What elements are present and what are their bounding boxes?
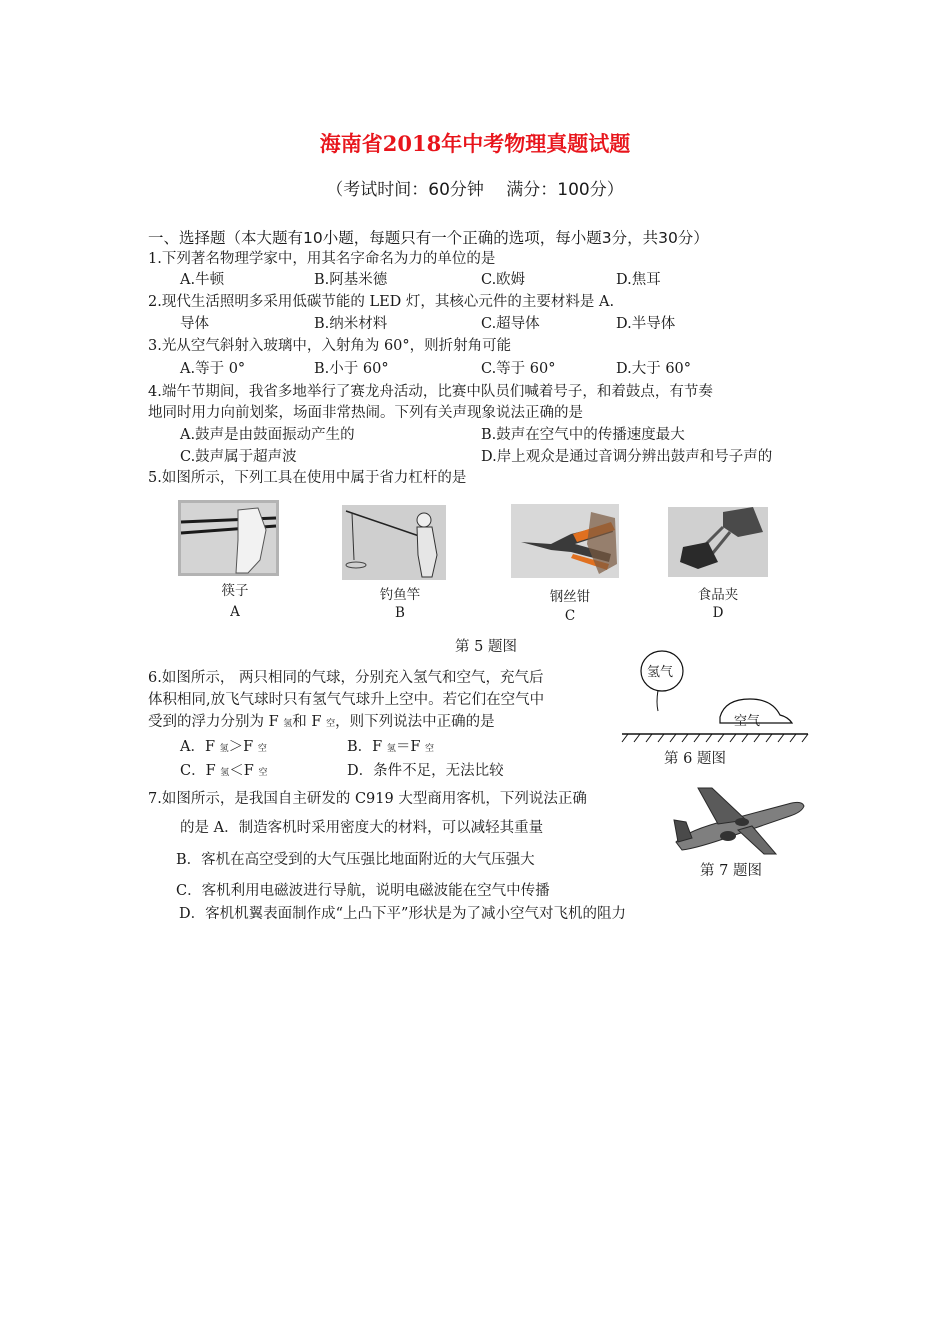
q4-stem-line1: 4.端午节期间，我省多地举行了赛龙舟活动，比赛中队员们喊着号子，和着鼓点，有节奏 bbox=[148, 384, 713, 400]
hydrogen-balloon-label: 氢气 bbox=[647, 665, 674, 680]
exam-info: （考试时间：60分钟 满分：100分） bbox=[326, 180, 624, 200]
q6-stem-line3 bbox=[148, 710, 495, 731]
q5-item-d-name: 食品夹 bbox=[697, 587, 739, 603]
q7-stem: 7.如图所示，是我国自主研发的 C919 大型商用客机，下列说法正确 bbox=[148, 791, 587, 807]
fishing-rod-image bbox=[342, 505, 446, 580]
q5-item-c-letter: C bbox=[564, 608, 576, 624]
q5-item-c-name: 钢丝钳 bbox=[549, 589, 591, 605]
q1-option-a: A.牛顿 bbox=[180, 272, 225, 288]
q5-item-a-name: 筷子 bbox=[221, 583, 249, 599]
q3-stem: 3.光从空气斜射入玻璃中，入射角为 60°，则折射角可能 bbox=[148, 338, 512, 354]
q6-sub-hydrogen: 氢 bbox=[283, 719, 293, 729]
food-tongs-image bbox=[668, 507, 768, 577]
q5-stem: 5.如图所示，下列工具在使用中属于省力杠杆的是 bbox=[148, 470, 467, 486]
q5-item-a-letter: A bbox=[230, 604, 240, 620]
q6-stem-line2: 体积相同,放飞气球时只有氢气气球升上空中。若它们在空气中 bbox=[148, 692, 545, 708]
chopsticks-image bbox=[178, 500, 279, 576]
q7-option-c: C．客机利用电磁波进行导航，说明电磁波能在空气中传播 bbox=[176, 883, 550, 899]
q6-option-b: B．F 氢＝F 空 bbox=[347, 739, 435, 755]
q5-figure-caption: 第 5 题图 bbox=[455, 639, 517, 655]
q4-stem-line2: 地同时用力向前划桨，场面非常热闹。下列有关声现象说法正确的是 bbox=[148, 405, 583, 421]
q2-option-d: D.半导体 bbox=[616, 316, 676, 332]
q5-item-b-letter: B bbox=[395, 605, 405, 621]
q3-option-d: D.大于 60° bbox=[616, 361, 692, 377]
page-title: 海南省2018年中考物理真题试题 bbox=[319, 131, 631, 156]
q6-stem3c: ，则下列说法中正确的是 bbox=[335, 714, 495, 730]
c919-aircraft-image bbox=[668, 782, 808, 857]
q6-figure-caption: 第 6 题图 bbox=[664, 751, 726, 767]
q6-stem-line1: 6.如图所示， 两只相同的气球，分别充入氢气和空气，充气后 bbox=[148, 670, 544, 686]
q4-option-b: B.鼓声在空气中的传播速度最大 bbox=[481, 427, 685, 443]
q6-option-d: D．条件不足，无法比较 bbox=[347, 763, 504, 779]
q6-option-a: A．F 氢＞F 空 bbox=[180, 739, 267, 755]
q7-option-a: 的是 A．制造客机时采用密度大的材料，可以减轻其重量 bbox=[180, 820, 544, 836]
pliers-image bbox=[511, 504, 619, 578]
q1-option-d: D.焦耳 bbox=[616, 272, 661, 288]
q3-option-b: B.小于 60° bbox=[314, 361, 389, 377]
q5-item-b-name: 钓鱼竿 bbox=[379, 587, 421, 603]
q7-option-b: B．客机在高空受到的大气压强比地面附近的大气压强大 bbox=[176, 852, 535, 868]
q2-option-b: B.纳米材料 bbox=[314, 316, 388, 332]
q2-option-c: C.超导体 bbox=[481, 316, 540, 332]
q6-stem3b: 和 F bbox=[292, 714, 327, 730]
q2-option-a: 导体 bbox=[180, 316, 209, 332]
section-heading: 一、选择题（本大题有10小题，每题只有一个正确的选项，每小题3分，共30分） bbox=[148, 229, 709, 247]
q2-stem: 2.现代生活照明多采用低碳节能的 LED 灯，其核心元件的主要材料是 A. bbox=[148, 294, 615, 310]
q3-option-c: C.等于 60° bbox=[481, 361, 556, 377]
air-balloon-label: 空气 bbox=[734, 714, 761, 729]
q1-option-b: B.阿基米德 bbox=[314, 272, 388, 288]
q4-option-a: A.鼓声是由鼓面振动产生的 bbox=[180, 427, 355, 443]
q7-option-d: D．客机机翼表面制作成“上凸下平”形状是为了减小空气对飞机的阻力 bbox=[179, 906, 626, 922]
q4-option-c: C.鼓声属于超声波 bbox=[180, 449, 297, 465]
q4-option-d: D.岸上观众是通过音调分辨出鼓声和号子声的 bbox=[481, 449, 773, 465]
balloons-diagram bbox=[620, 645, 810, 745]
q6-option-c: C．F 氢＜F 空 bbox=[180, 763, 268, 779]
q6-sub-air: 空 bbox=[326, 719, 336, 729]
q6-stem3a: 受到的浮力分别为 F bbox=[148, 714, 284, 730]
q7-figure-caption: 第 7 题图 bbox=[700, 863, 762, 879]
q1-option-c: C.欧姆 bbox=[481, 272, 526, 288]
q5-item-d-letter: D bbox=[712, 605, 724, 621]
q3-option-a: A.等于 0° bbox=[180, 361, 246, 377]
q1-stem: 1.下列著名物理学家中，用其名字命名为力的单位的是 bbox=[148, 251, 496, 267]
